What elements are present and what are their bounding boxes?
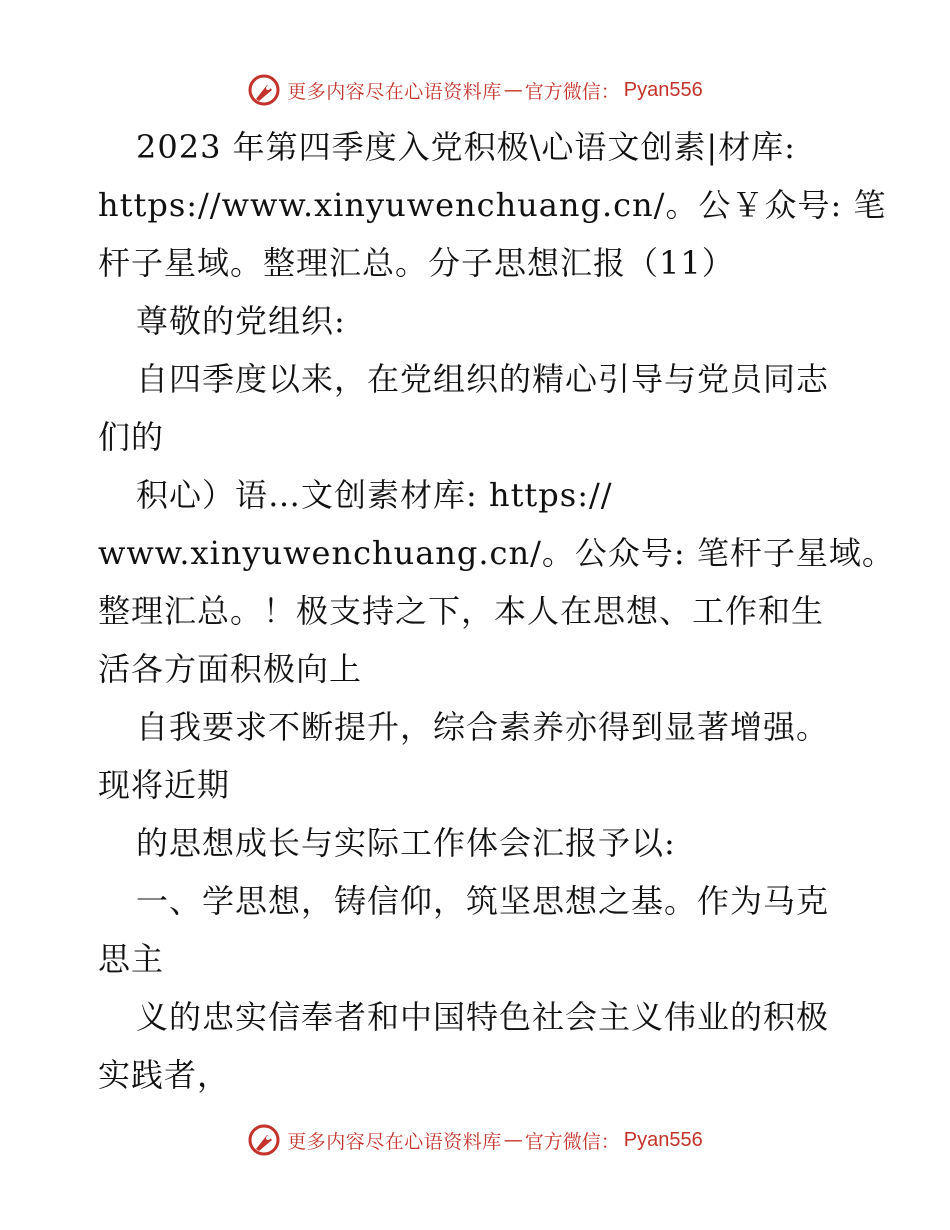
banner-wechat-id: Pyan556: [623, 1128, 703, 1151]
banner-wechat-label: 官方微信：: [524, 80, 620, 103]
salutation: 尊敬的党组织:: [136, 302, 346, 340]
banner-separator: —: [503, 1129, 523, 1151]
text-line: 思主: [98, 940, 165, 978]
text-line: 义的忠实信奉者和中国特色社会主义伟业的积极: [136, 998, 830, 1036]
pen-nib-logo-icon: [247, 1123, 281, 1157]
text-line: 自我要求不断提升，综合素养亦得到显著增强。: [136, 708, 830, 746]
text-line: 积心）语…文创素材库: https://: [136, 476, 613, 514]
text-line: 自四季度以来，在党组织的精心引导与党员同志: [136, 360, 830, 398]
text-line: 整理汇总。！极支持之下，本人在思想、工作和生: [98, 592, 825, 630]
banner-wechat-label: 官方微信：: [524, 1130, 620, 1153]
document-body: [98, 118, 895, 1104]
text-line: 2023 年第四季度入党积极\心语文创素|材库:: [136, 128, 796, 166]
section-heading: 一、学思想，铸信仰，筑坚思想之基。作为马克: [136, 882, 830, 920]
text-line: 实践者，: [98, 1056, 231, 1094]
banner-slogan: 更多内容尽在心语资料库: [287, 80, 502, 103]
text-line: 活各方面积极向上: [98, 650, 363, 688]
text-line: 的思想成长与实际工作体会汇报予以:: [136, 824, 676, 862]
text-line: www.xinyuwenchuang.cn/。公众号: 笔杆子星域。: [98, 534, 895, 572]
text-line: https://www.xinyuwenchuang.cn/。公￥众号: 笔: [98, 186, 887, 224]
banner-wechat-id: Pyan556: [623, 78, 703, 101]
pen-nib-logo-icon: [247, 73, 281, 107]
text-line: 们的: [98, 418, 165, 456]
banner-slogan: 更多内容尽在心语资料库: [287, 1130, 502, 1153]
banner-separator: —: [503, 79, 523, 101]
text-line: 杆子星域。整理汇总。分子思想汇报（11）: [98, 244, 735, 282]
header-banner: [0, 70, 950, 110]
footer-banner: [0, 1120, 950, 1160]
text-line: 现将近期: [98, 766, 231, 804]
